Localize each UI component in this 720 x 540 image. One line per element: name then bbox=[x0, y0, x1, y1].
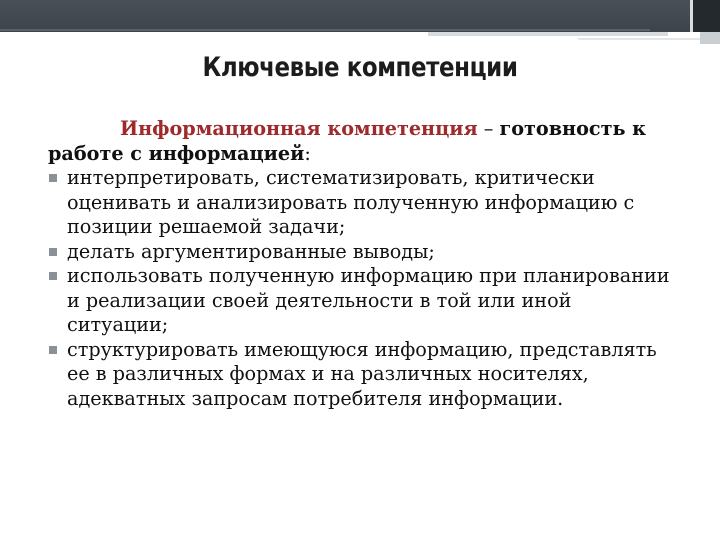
square-bullet-icon bbox=[49, 174, 57, 182]
lead-definition: готовность к работе с информацией bbox=[48, 117, 647, 165]
slide-body bbox=[48, 117, 678, 411]
term-highlight: Информационная компетенция bbox=[120, 117, 478, 140]
square-bullet-icon bbox=[49, 346, 57, 354]
square-bullet-icon bbox=[49, 272, 57, 280]
list-item-text: использовать полученную информацию при планировании и реализации своей деятельности в той или иной ситуации; bbox=[67, 264, 670, 336]
list-item-text: интерпретировать, систематизировать, критически оценивать и анализировать полученную информацию с позиции решаемой задачи; bbox=[67, 166, 635, 238]
list-item bbox=[48, 240, 678, 265]
header-corner-block bbox=[693, 0, 720, 32]
slide-title: Ключевые компетенции bbox=[202, 52, 518, 83]
lead-colon: : bbox=[304, 141, 311, 165]
lead-dash: – bbox=[477, 117, 500, 140]
header-accent-line bbox=[0, 29, 650, 31]
list-item-text: делать аргументированные выводы; bbox=[67, 239, 435, 263]
title-decoration bbox=[428, 32, 720, 44]
list-item bbox=[48, 166, 678, 240]
list-item-text: структурировать имеющуюся информацию, представлять ее в различных формах и на различных носителях, адекватных запросам потребителя информации. bbox=[67, 337, 657, 410]
list-item bbox=[48, 264, 678, 338]
lead-paragraph bbox=[48, 117, 678, 166]
slide-header-bar bbox=[0, 0, 720, 32]
square-bullet-icon bbox=[49, 248, 57, 256]
competence-list bbox=[48, 166, 678, 411]
list-item bbox=[48, 338, 678, 412]
